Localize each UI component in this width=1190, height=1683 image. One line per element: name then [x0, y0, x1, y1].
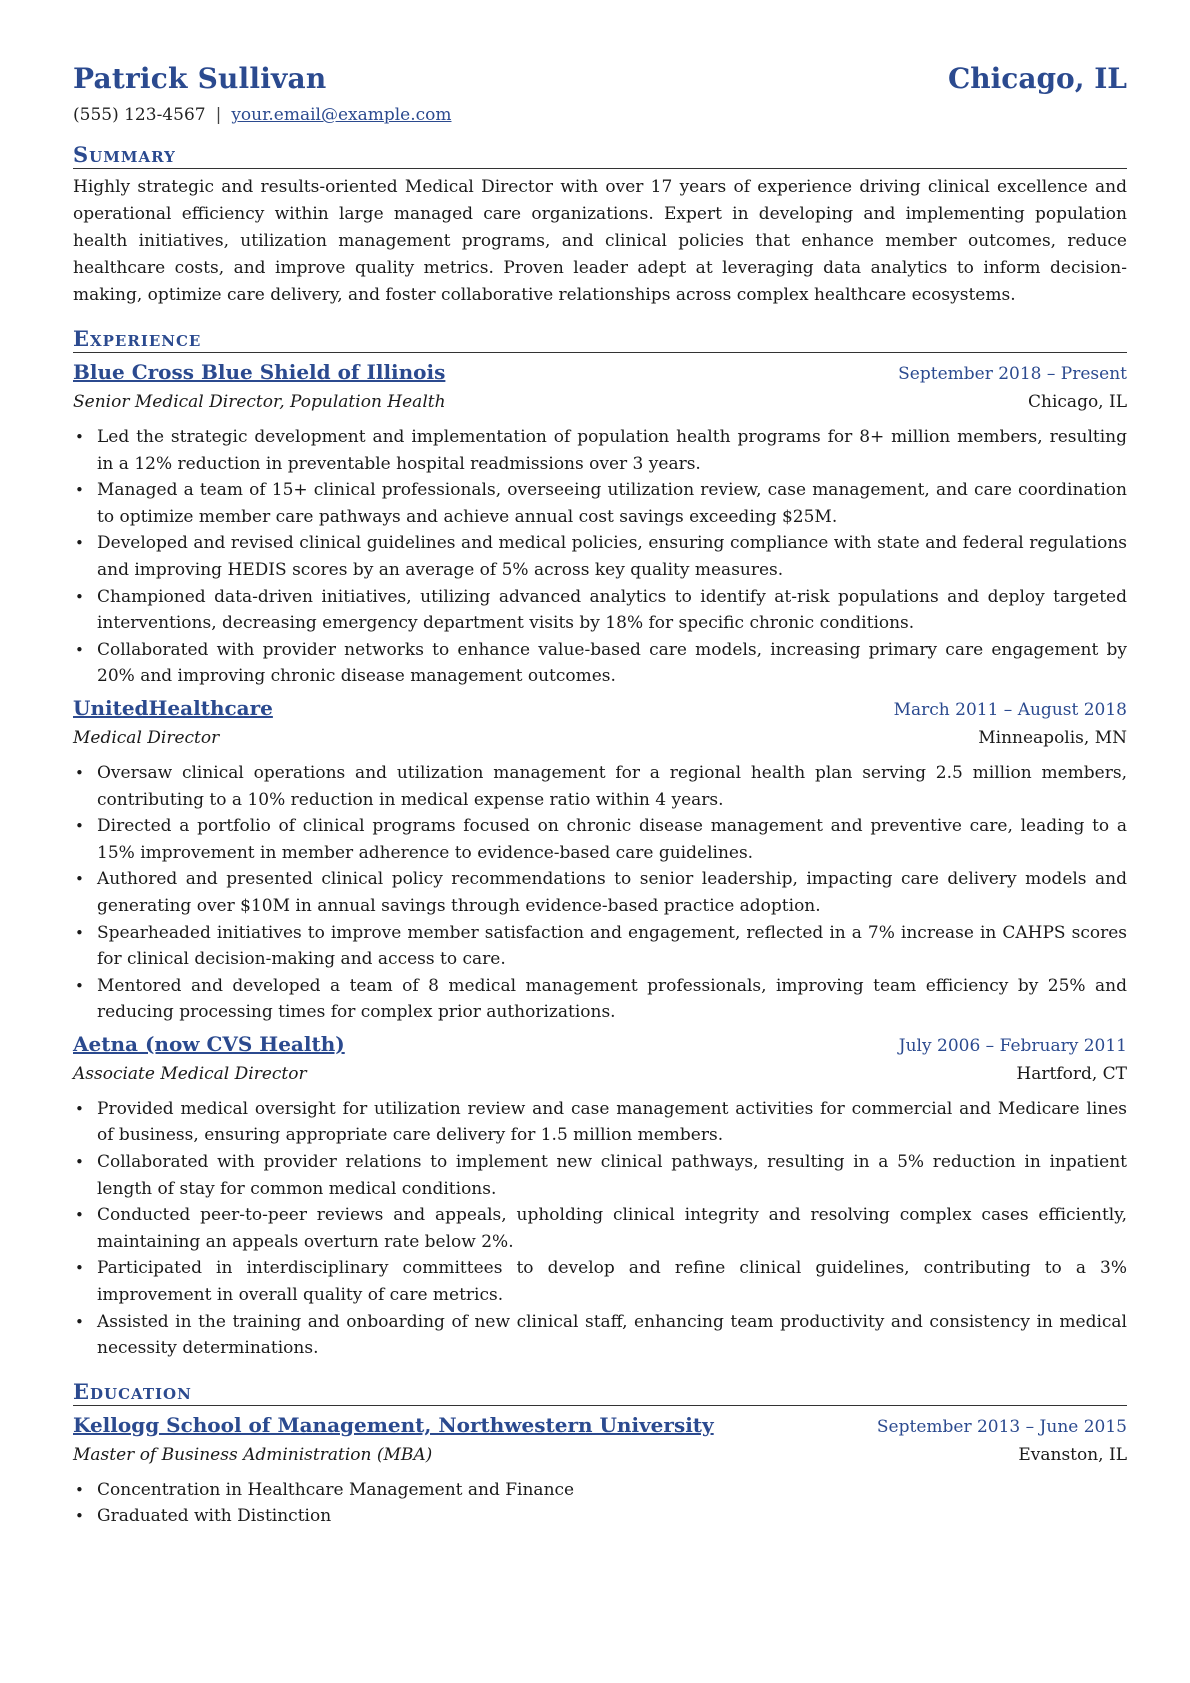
bullet-item: • Concentration in Healthcare Management and Finance: [97, 1477, 1127, 1504]
education-entry: [73, 1411, 1127, 1530]
job-title: Medical Director: [73, 727, 220, 748]
job-bullets: [73, 760, 1127, 1026]
bullet-item: • Directed a portfolio of clinical programs focused on chronic disease management and preventive care, leading to a 15% improvement in member adherence to evidence-based care guidelines.: [97, 813, 1127, 866]
bullet-item: • Championed data-driven initiatives, utilizing advanced analytics to identify at-risk populations and deploy targeted interventions, decreasing emergency department visits by 18% for specific chronic conditions.: [97, 584, 1127, 637]
section-title-summary: Summary: [73, 143, 1127, 169]
degree-title: Master of Business Administration (MBA): [73, 1444, 433, 1465]
contact-line: [73, 105, 1127, 125]
job-entry: [73, 1030, 1127, 1362]
candidate-name: Patrick Sullivan: [73, 62, 327, 95]
job-entry: [73, 694, 1127, 1026]
summary-section: [73, 143, 1127, 309]
job-title: Senior Medical Director, Population Health: [73, 392, 446, 412]
bullet-item: • Authored and presented clinical policy recommendations to senior leadership, impacting care delivery models and generating over $10M in annual savings through evidence-based practice adoption.: [97, 866, 1127, 919]
job-dates: March 2011 – August 2018: [893, 699, 1127, 720]
education-location: Evanston, IL: [1018, 1444, 1127, 1465]
resume-header: [73, 62, 1127, 95]
bullet-item: • Collaborated with provider relations to implement new clinical pathways, resulting in a 5% reduction in inpatient length of stay for common medical conditions.: [97, 1149, 1127, 1202]
bullet-item: • Participated in interdisciplinary committees to develop and refine clinical guidelines, contributing to a 3% improvement in overall quality of care metrics.: [97, 1255, 1127, 1308]
section-title-experience: Experience: [73, 327, 1127, 353]
school-name[interactable]: Kellogg School of Management, Northwestern University: [73, 1412, 714, 1437]
job-entry: [73, 358, 1127, 690]
job-location: Minneapolis, MN: [978, 727, 1127, 748]
bullet-item: • Spearheaded initiatives to improve member satisfaction and engagement, reflected in a 7% increase in CAHPS scores for clinical decision-making and access to care.: [97, 920, 1127, 973]
bullet-item: • Provided medical oversight for utilization review and case management activities for commercial and Medicare lines of business, ensuring appropriate care delivery for 1.5 million members.: [97, 1096, 1127, 1149]
bullet-item: • Mentored and developed a team of 8 medical management professionals, improving team efficiency by 25% and reducing processing times for complex prior authorizations.: [97, 973, 1127, 1026]
header-location: Chicago, IL: [947, 62, 1127, 95]
job-location: Chicago, IL: [1028, 392, 1127, 412]
email-link[interactable]: your.email@example.com: [231, 105, 452, 125]
bullet-item: • Oversaw clinical operations and utilization management for a regional health plan serving 2.5 million members, contributing to a 10% reduction in medical expense ratio within 4 years.: [97, 760, 1127, 813]
section-title-education: Education: [73, 1380, 1127, 1406]
employer-name[interactable]: Blue Cross Blue Shield of Illinois: [73, 360, 446, 384]
job-title: Associate Medical Director: [73, 1063, 307, 1084]
job-dates: July 2006 – February 2011: [898, 1035, 1127, 1056]
education-bullets: [73, 1477, 1127, 1530]
bullet-item: • Managed a team of 15+ clinical professionals, overseeing utilization review, case management, and care coordination to optimize member care pathways and achieve annual cost savings exceeding $25M.: [97, 477, 1127, 530]
education-dates: September 2013 – June 2015: [876, 1416, 1127, 1437]
bullet-item: • Conducted peer-to-peer reviews and appeals, upholding clinical integrity and resolving complex cases efficiently, maintaining an appeals overturn rate below 2%.: [97, 1202, 1127, 1255]
summary-text: Highly strategic and results-oriented Medical Director with over 17 years of experience driving clinical excellence and operational efficiency within large managed care organizations. Expert in developing and implementing population health initiatives, utilization management programs, and clinical policies that enhance member outcomes, reduce healthcare costs, and improve quality metrics. Proven leader adept at leveraging data analytics to inform decision-making, optimize care delivery, and foster collaborative relationships across complex healthcare ecosystems.: [73, 177, 1127, 305]
job-dates: September 2018 – Present: [898, 364, 1127, 384]
bullet-item: • Developed and revised clinical guidelines and medical policies, ensuring compliance with state and federal regulations and improving HEDIS scores by an average of 5% across key quality measures.: [97, 530, 1127, 583]
job-bullets: [73, 424, 1127, 690]
bullet-item: • Graduated with Distinction: [97, 1503, 1127, 1530]
employer-name[interactable]: UnitedHealthcare: [73, 695, 273, 720]
phone-number: (555) 123-4567: [73, 105, 206, 125]
contact-separator: |: [215, 105, 222, 125]
bullet-item: • Collaborated with provider networks to enhance value-based care models, increasing primary care engagement by 20% and improving chronic disease management outcomes.: [97, 637, 1127, 690]
job-bullets: [73, 1096, 1127, 1362]
employer-name[interactable]: Aetna (now CVS Health): [73, 1031, 345, 1056]
bullet-item: • Led the strategic development and implementation of population health programs for 8+ million members, resulting in a 12% reduction in preventable hospital readmissions over 3 years.: [97, 424, 1127, 477]
bullet-item: • Assisted in the training and onboarding of new clinical staff, enhancing team productivity and consistency in medical necessity determinations.: [97, 1309, 1127, 1362]
experience-section: [73, 327, 1127, 1362]
education-section: [73, 1380, 1127, 1530]
job-location: Hartford, CT: [1016, 1063, 1127, 1084]
